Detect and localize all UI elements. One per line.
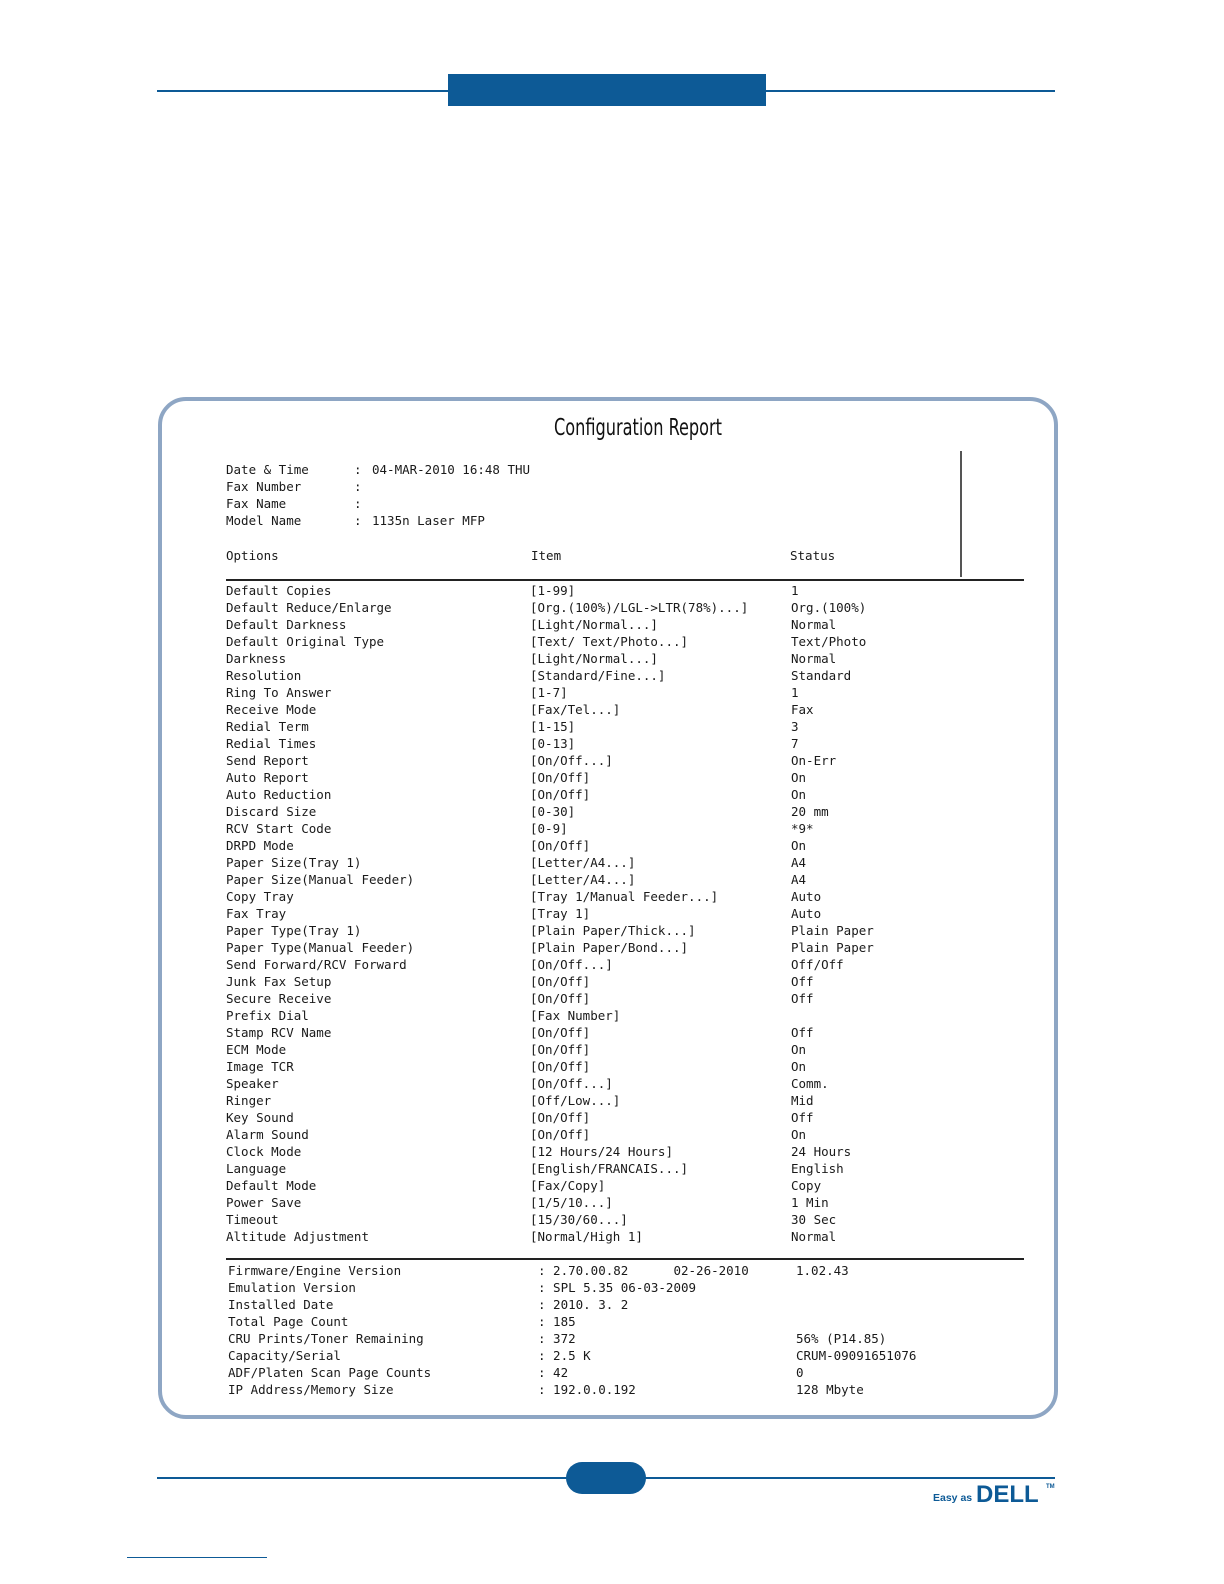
meta-colon: : bbox=[354, 462, 362, 477]
option-name: Prefix Dial bbox=[226, 1008, 309, 1023]
meta-label: Fax Name bbox=[226, 496, 287, 511]
meta-colon: : bbox=[354, 479, 362, 494]
option-item: [Off/Low...] bbox=[530, 1093, 621, 1108]
option-status: Text/Photo bbox=[791, 634, 867, 649]
meta-colon: : bbox=[354, 496, 362, 511]
option-name: Altitude Adjustment bbox=[226, 1229, 369, 1244]
option-status: Plain Paper bbox=[791, 923, 874, 938]
system-value: : 2.70.00.82 02-26-2010 bbox=[538, 1263, 749, 1278]
table-rule-top bbox=[226, 579, 1024, 581]
option-status: Normal bbox=[791, 617, 837, 632]
option-status: Off bbox=[791, 1025, 814, 1040]
option-item: [On/Off] bbox=[530, 787, 591, 802]
option-name: Redial Term bbox=[226, 719, 309, 734]
option-item: [Fax Number] bbox=[530, 1008, 621, 1023]
meta-label: Date & Time bbox=[226, 462, 309, 477]
column-header-item: Item bbox=[531, 548, 562, 563]
option-name: Secure Receive bbox=[226, 991, 332, 1006]
system-value: : 2.5 K bbox=[538, 1348, 591, 1363]
option-name: Paper Type(Tray 1) bbox=[226, 923, 362, 938]
option-status: 1 Min bbox=[791, 1195, 829, 1210]
option-item: [On/Off] bbox=[530, 974, 591, 989]
option-name: Speaker bbox=[226, 1076, 279, 1091]
option-name: Default Copies bbox=[226, 583, 332, 598]
system-status: 56% (P14.85) bbox=[796, 1331, 887, 1346]
system-label: Firmware/Engine Version bbox=[228, 1263, 402, 1278]
option-status: *9* bbox=[791, 821, 814, 836]
bottom-rule bbox=[127, 1557, 267, 1558]
option-status: On bbox=[791, 838, 807, 853]
report-frame bbox=[158, 397, 1058, 1419]
option-name: Clock Mode bbox=[226, 1144, 302, 1159]
option-name: DRPD Mode bbox=[226, 838, 294, 853]
system-label: Total Page Count bbox=[228, 1314, 349, 1329]
option-status: Comm. bbox=[791, 1076, 829, 1091]
option-name: Ringer bbox=[226, 1093, 272, 1108]
report-title: Configuration Report bbox=[554, 415, 723, 441]
meta-label: Model Name bbox=[226, 513, 302, 528]
option-item: [Tray 1/Manual Feeder...] bbox=[530, 889, 719, 904]
option-status: Off bbox=[791, 1110, 814, 1125]
column-header-status: Status bbox=[790, 548, 836, 563]
option-name: Image TCR bbox=[226, 1059, 294, 1074]
system-value: : 2010. 3. 2 bbox=[538, 1297, 629, 1312]
option-item: [Letter/A4...] bbox=[530, 872, 636, 887]
meta-row bbox=[226, 495, 530, 512]
system-value: : 192.0.0.192 bbox=[538, 1382, 636, 1397]
option-item: [On/Off] bbox=[530, 770, 591, 785]
option-status: Normal bbox=[791, 1229, 837, 1244]
option-name: Auto Report bbox=[226, 770, 309, 785]
option-status: On bbox=[791, 770, 807, 785]
system-value: : 185 bbox=[538, 1314, 576, 1329]
option-name: Power Save bbox=[226, 1195, 302, 1210]
meta-colon: : bbox=[354, 513, 362, 528]
report-meta bbox=[226, 461, 530, 529]
option-status: On-Err bbox=[791, 753, 837, 768]
option-name: Send Report bbox=[226, 753, 309, 768]
option-status: Fax bbox=[791, 702, 814, 717]
option-name: Receive Mode bbox=[226, 702, 317, 717]
option-name: Darkness bbox=[226, 651, 287, 666]
option-name: Default Reduce/Enlarge bbox=[226, 600, 392, 615]
option-name: Alarm Sound bbox=[226, 1127, 309, 1142]
meta-value: 1135n Laser MFP bbox=[372, 513, 485, 528]
option-item: [On/Off...] bbox=[530, 1076, 613, 1091]
option-item: [On/Off] bbox=[530, 1110, 591, 1125]
scan-edge-mark bbox=[960, 451, 962, 577]
dell-wordmark-icon bbox=[976, 1480, 1056, 1506]
option-status: 3 bbox=[791, 719, 799, 734]
option-item: [Standard/Fine...] bbox=[530, 668, 666, 683]
option-name: Resolution bbox=[226, 668, 302, 683]
system-status: 1.02.43 bbox=[796, 1263, 849, 1278]
configuration-report-scan bbox=[162, 401, 1054, 1415]
option-status: Plain Paper bbox=[791, 940, 874, 955]
meta-row bbox=[226, 478, 530, 495]
option-item: [1-7] bbox=[530, 685, 568, 700]
header-tab bbox=[448, 74, 766, 106]
option-status: On bbox=[791, 1127, 807, 1142]
system-value: : 372 bbox=[538, 1331, 576, 1346]
option-item: [Light/Normal...] bbox=[530, 617, 658, 632]
option-status: Normal bbox=[791, 651, 837, 666]
option-name: Paper Type(Manual Feeder) bbox=[226, 940, 415, 955]
option-name: Key Sound bbox=[226, 1110, 294, 1125]
option-name: Default Mode bbox=[226, 1178, 317, 1193]
option-status: Mid bbox=[791, 1093, 814, 1108]
option-name: Send Forward/RCV Forward bbox=[226, 957, 407, 972]
system-status: 0 bbox=[796, 1365, 804, 1380]
option-name: Fax Tray bbox=[226, 906, 287, 921]
option-status: A4 bbox=[791, 855, 807, 870]
system-status: CRUM-09091651076 bbox=[796, 1348, 917, 1363]
option-name: Redial Times bbox=[226, 736, 317, 751]
option-item: [0-9] bbox=[530, 821, 568, 836]
option-status: 1 bbox=[791, 685, 799, 700]
option-name: Default Original Type bbox=[226, 634, 385, 649]
system-value: : SPL 5.35 06-03-2009 bbox=[538, 1280, 697, 1295]
option-status: Standard bbox=[791, 668, 852, 683]
option-item: [Fax/Tel...] bbox=[530, 702, 621, 717]
option-name: ECM Mode bbox=[226, 1042, 287, 1057]
system-value: : 42 bbox=[538, 1365, 569, 1380]
system-label: ADF/Platen Scan Page Counts bbox=[228, 1365, 432, 1380]
meta-label: Fax Number bbox=[226, 479, 302, 494]
system-label: Installed Date bbox=[228, 1297, 334, 1312]
option-status: On bbox=[791, 1042, 807, 1057]
option-item: [Fax/Copy] bbox=[530, 1178, 606, 1193]
option-status: Auto bbox=[791, 889, 822, 904]
brand-tm: TM bbox=[1046, 1484, 1055, 1490]
system-label: Emulation Version bbox=[228, 1280, 356, 1295]
option-item: [12 Hours/24 Hours] bbox=[530, 1144, 673, 1159]
option-status: On bbox=[791, 1059, 807, 1074]
system-label: Capacity/Serial bbox=[228, 1348, 341, 1363]
option-item: [Org.(100%)/LGL->LTR(78%)...] bbox=[530, 600, 749, 615]
option-status: 7 bbox=[791, 736, 799, 751]
option-item: [On/Off...] bbox=[530, 753, 613, 768]
option-item: [Tray 1] bbox=[530, 906, 591, 921]
table-rule-bottom bbox=[226, 1258, 1024, 1260]
option-item: [On/Off] bbox=[530, 838, 591, 853]
option-item: [Text/ Text/Photo...] bbox=[530, 634, 689, 649]
option-status: English bbox=[791, 1161, 844, 1176]
option-status: 24 Hours bbox=[791, 1144, 852, 1159]
brand-prefix: Easy as bbox=[933, 1492, 973, 1504]
option-status: 30 Sec bbox=[791, 1212, 837, 1227]
option-name: Default Darkness bbox=[226, 617, 347, 632]
brand-name: DELL bbox=[976, 1481, 1039, 1506]
option-item: [0-30] bbox=[530, 804, 576, 819]
option-item: [On/Off] bbox=[530, 1025, 591, 1040]
option-name: Discard Size bbox=[226, 804, 317, 819]
option-name: Ring To Answer bbox=[226, 685, 332, 700]
option-item: [1-15] bbox=[530, 719, 576, 734]
option-name: Copy Tray bbox=[226, 889, 294, 904]
option-name: Paper Size(Tray 1) bbox=[226, 855, 362, 870]
option-item: [English/FRANCAIS...] bbox=[530, 1161, 689, 1176]
option-item: [Letter/A4...] bbox=[530, 855, 636, 870]
option-item: [0-13] bbox=[530, 736, 576, 751]
option-status: Copy bbox=[791, 1178, 822, 1193]
meta-row bbox=[226, 461, 530, 478]
page-number-pill bbox=[566, 1462, 646, 1494]
option-name: Timeout bbox=[226, 1212, 279, 1227]
option-status: Off bbox=[791, 991, 814, 1006]
meta-value: 04-MAR-2010 16:48 THU bbox=[372, 462, 531, 477]
option-status: Off bbox=[791, 974, 814, 989]
option-item: [On/Off...] bbox=[530, 957, 613, 972]
column-header-options: Options bbox=[226, 548, 279, 563]
option-name: RCV Start Code bbox=[226, 821, 332, 836]
option-item: [1-99] bbox=[530, 583, 576, 598]
option-item: [Plain Paper/Thick...] bbox=[530, 923, 696, 938]
option-item: [Normal/High 1] bbox=[530, 1229, 643, 1244]
option-status: A4 bbox=[791, 872, 807, 887]
option-item: [Light/Normal...] bbox=[530, 651, 658, 666]
option-status: 1 bbox=[791, 583, 799, 598]
dell-logo bbox=[933, 1480, 1053, 1510]
option-status: Off/Off bbox=[791, 957, 844, 972]
option-item: [On/Off] bbox=[530, 1042, 591, 1057]
option-item: [On/Off] bbox=[530, 1127, 591, 1142]
option-item: [1/5/10...] bbox=[530, 1195, 613, 1210]
meta-row bbox=[226, 512, 530, 529]
option-status: 20 mm bbox=[791, 804, 829, 819]
option-name: Language bbox=[226, 1161, 287, 1176]
option-status: On bbox=[791, 787, 807, 802]
option-item: [15/30/60...] bbox=[530, 1212, 628, 1227]
option-status: Org.(100%) bbox=[791, 600, 867, 615]
option-item: [On/Off] bbox=[530, 991, 591, 1006]
option-name: Paper Size(Manual Feeder) bbox=[226, 872, 415, 887]
option-name: Stamp RCV Name bbox=[226, 1025, 332, 1040]
option-item: [Plain Paper/Bond...] bbox=[530, 940, 689, 955]
system-status: 128 Mbyte bbox=[796, 1382, 864, 1397]
option-name: Junk Fax Setup bbox=[226, 974, 332, 989]
system-label: IP Address/Memory Size bbox=[228, 1382, 394, 1397]
option-name: Auto Reduction bbox=[226, 787, 332, 802]
option-item: [On/Off] bbox=[530, 1059, 591, 1074]
system-label: CRU Prints/Toner Remaining bbox=[228, 1331, 424, 1346]
option-status: Auto bbox=[791, 906, 822, 921]
